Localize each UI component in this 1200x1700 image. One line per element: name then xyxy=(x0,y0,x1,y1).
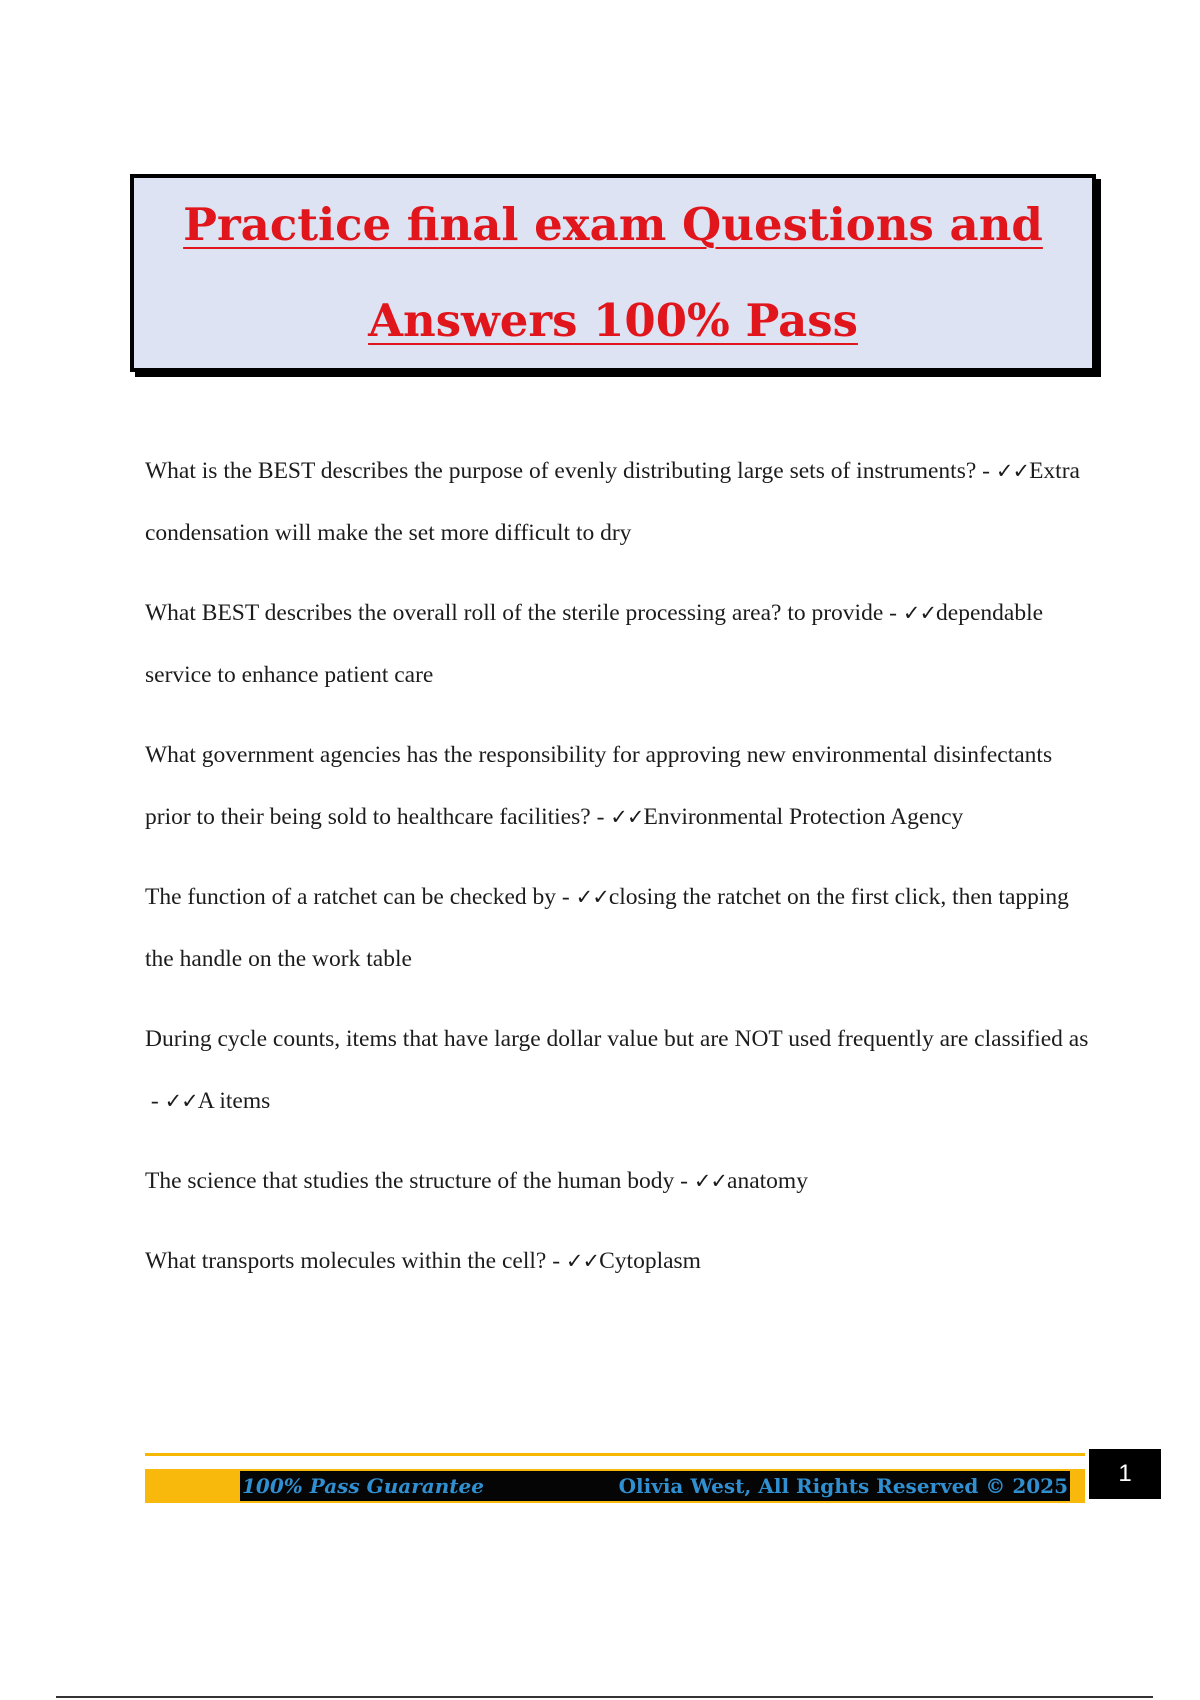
qa-separator: - xyxy=(546,1248,566,1274)
answer-text: Environmental Protection Agency xyxy=(643,804,964,830)
double-check-icon: ✓✓ xyxy=(902,601,937,625)
page-number: 1 xyxy=(1089,1449,1161,1499)
qa-item xyxy=(145,724,1090,848)
qa-item xyxy=(145,866,1090,990)
question-text: During cycle counts, items that have large dollar value but are NOT used frequently are classified as xyxy=(145,1026,1089,1052)
question-text: What government agencies has the responsibility for approving new environmental disinfectants prior to their being sold to healthcare facilities? xyxy=(145,742,1053,830)
title-box xyxy=(130,174,1096,372)
double-check-icon: ✓✓ xyxy=(575,885,609,909)
answer-text: Extra condensation will make the set more difficult to dry xyxy=(145,458,1080,546)
question-text: The function of a ratchet can be checked by xyxy=(145,884,557,910)
qa-list xyxy=(145,440,1090,1310)
double-check-icon: ✓✓ xyxy=(693,1169,728,1193)
qa-item xyxy=(145,440,1090,564)
answer-text: A items xyxy=(197,1088,271,1114)
question-text: The science that studies the structure of the human body xyxy=(145,1168,675,1194)
question-text: What is the BEST describes the purpose of evenly distributing large sets of instruments? xyxy=(145,458,977,484)
answer-text: anatomy xyxy=(727,1168,808,1194)
qa-separator: - xyxy=(145,1088,165,1114)
question-text: What transports molecules within the cell? xyxy=(145,1248,547,1274)
footer-bar xyxy=(240,1471,1070,1501)
qa-item xyxy=(145,1230,1090,1292)
page-bottom-rule xyxy=(56,1696,1153,1698)
qa-item xyxy=(145,582,1090,706)
qa-item xyxy=(145,1150,1090,1212)
question-text: What BEST describes the overall roll of the sterile processing area? to provide xyxy=(145,600,884,626)
answer-text: dependable service to enhance patient care xyxy=(145,600,1044,688)
answer-text: Cytoplasm xyxy=(599,1248,701,1274)
double-check-icon: ✓✓ xyxy=(995,459,1030,483)
qa-separator: - xyxy=(590,804,611,830)
footer-top-rule xyxy=(145,1453,1085,1456)
answer-text: closing the ratchet on the first click, then tapping the handle on the work table xyxy=(145,884,1069,972)
qa-separator: - xyxy=(883,600,903,626)
double-check-icon: ✓✓ xyxy=(565,1249,600,1273)
qa-separator: - xyxy=(976,458,996,484)
qa-item xyxy=(145,1008,1090,1132)
footer-copyright-text: Olivia West, All Rights Reserved © 2025 xyxy=(618,1474,1068,1498)
double-check-icon: ✓✓ xyxy=(164,1089,198,1113)
title-line-2: Answers 100% Pass xyxy=(368,294,858,347)
double-check-icon: ✓✓ xyxy=(610,805,644,829)
footer-guarantee-text: 100% Pass Guarantee xyxy=(242,1474,484,1498)
qa-separator: - xyxy=(556,884,576,910)
title-line-1: Practice final exam Questions and xyxy=(183,198,1043,251)
qa-separator: - xyxy=(674,1168,694,1194)
